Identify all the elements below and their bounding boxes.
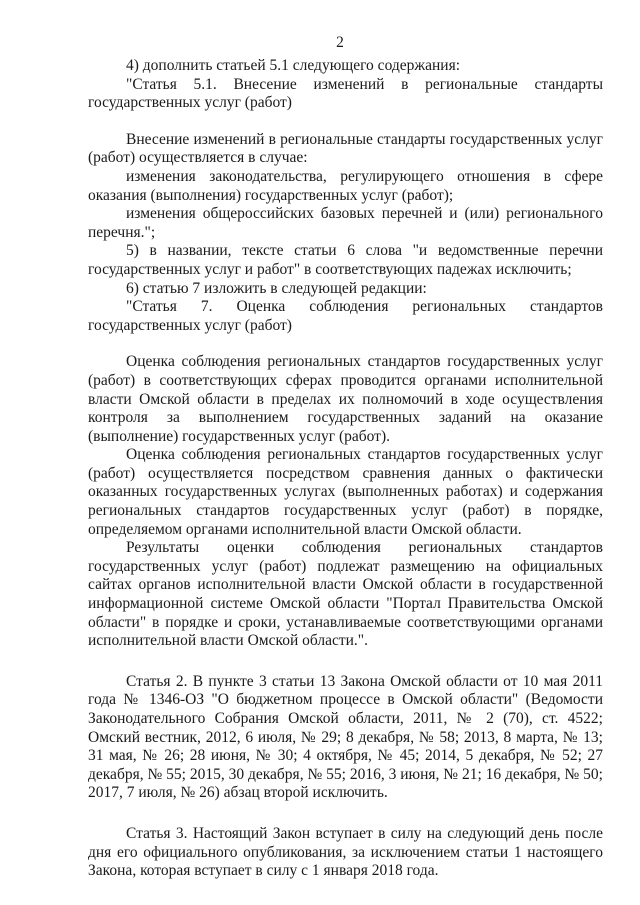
paragraph-article-7-part-2: Оценка соблюдения региональных стандартов государственных услуг (работ) осуществляется посредством сравнения данных о фактически оказанных государственных услугах (выполненных работах) и содержания региональных стандартов государственных услуг (работ) в порядке, определяемом органами исполнительной власти Омской области. — [88, 446, 603, 538]
spacer — [88, 803, 603, 825]
paragraph-case-lists: изменения общероссийских базовых перечней и (или) регионального перечня."; — [88, 205, 603, 241]
paragraph-article-7-part-1: Оценка соблюдения региональных стандартов государственных услуг (работ) в соответствующих сферах проводится органами исполнительной власти Омской области в пределах их полномочий в ходе осуществления контроля за выполнением государственных заданий на оказание (выполнение) государственных услуг (работ). — [88, 353, 603, 445]
paragraph-article-5-1-text: Внесение изменений в региональные стандарты государственных услуг (работ) осуществляется в случае: — [88, 130, 603, 167]
paragraph-amendment-6: 6) статью 7 изложить в следующей редакции: — [126, 279, 427, 297]
paragraph-article-5-1-title: "Статья 5.1. Внесение изменений в региональные стандарты государственных услуг (работ) — [88, 75, 603, 112]
paragraph-case-legislation: изменения законодательства, регулирующего отношения в сфере оказания (выполнения) государственных услуг (работ); — [88, 167, 603, 204]
page-number: 2 — [336, 34, 344, 51]
paragraph-article-7-title: "Статья 7. Оценка соблюдения региональных стандартов государственных услуг (работ) — [88, 298, 603, 334]
spacer — [88, 113, 603, 131]
spacer — [88, 651, 603, 673]
spacer — [88, 335, 603, 353]
paragraph-amendment-4: 4) дополнить статьей 5.1 следующего содержания: — [126, 57, 460, 74]
paragraph-amendment-5: 5) в названии, тексте статьи 6 слова "и ведомственные перечни государственных услуг и работ" в соответствующих падежах исключить; — [88, 242, 603, 278]
paragraph-article-7-part-3: Результаты оценки соблюдения региональных стандартов государственных услуг (работ) подлежат размещению на официальных сайтах органов исполнительной власти Омской области в государственной информационной системе Омской области "Портал Правительства Омской области" в порядке и сроки, устанавливаемые соответствующими органами исполнительной власти Омской области.". — [88, 539, 603, 650]
document-body — [88, 57, 603, 881]
paragraph-article-2: Статья 2. В пункте 3 статьи 13 Закона Омской области от 10 мая 2011 года № 1346-ОЗ "О бюджетном процессе в Омской области" (Ведомости Законодательного Собрания Омской области, 2011, № 2 (70), ст. 4522; Омский вестник, 2012, 6 июля, № 29; 8 декабря, № 58; 2013, 8 марта, № 13; 31 мая, № 26; 28 июня, № 30; 4 октября, № 45; 2014, 5 декабря, № 52; 27 декабря, № 55; 2015, 30 декабря, № 55; 2016, 3 июня, № 21; 16 декабря, № 50; 2017, 7 июля, № 26) абзац второй исключить. — [88, 672, 603, 802]
paragraph-article-3: Статья 3. Настоящий Закон вступает в силу на следующий день после дня его официального опубликования, за исключением статьи 1 настоящего Закона, которая вступает в силу с 1 января 2018 года. — [88, 824, 603, 880]
